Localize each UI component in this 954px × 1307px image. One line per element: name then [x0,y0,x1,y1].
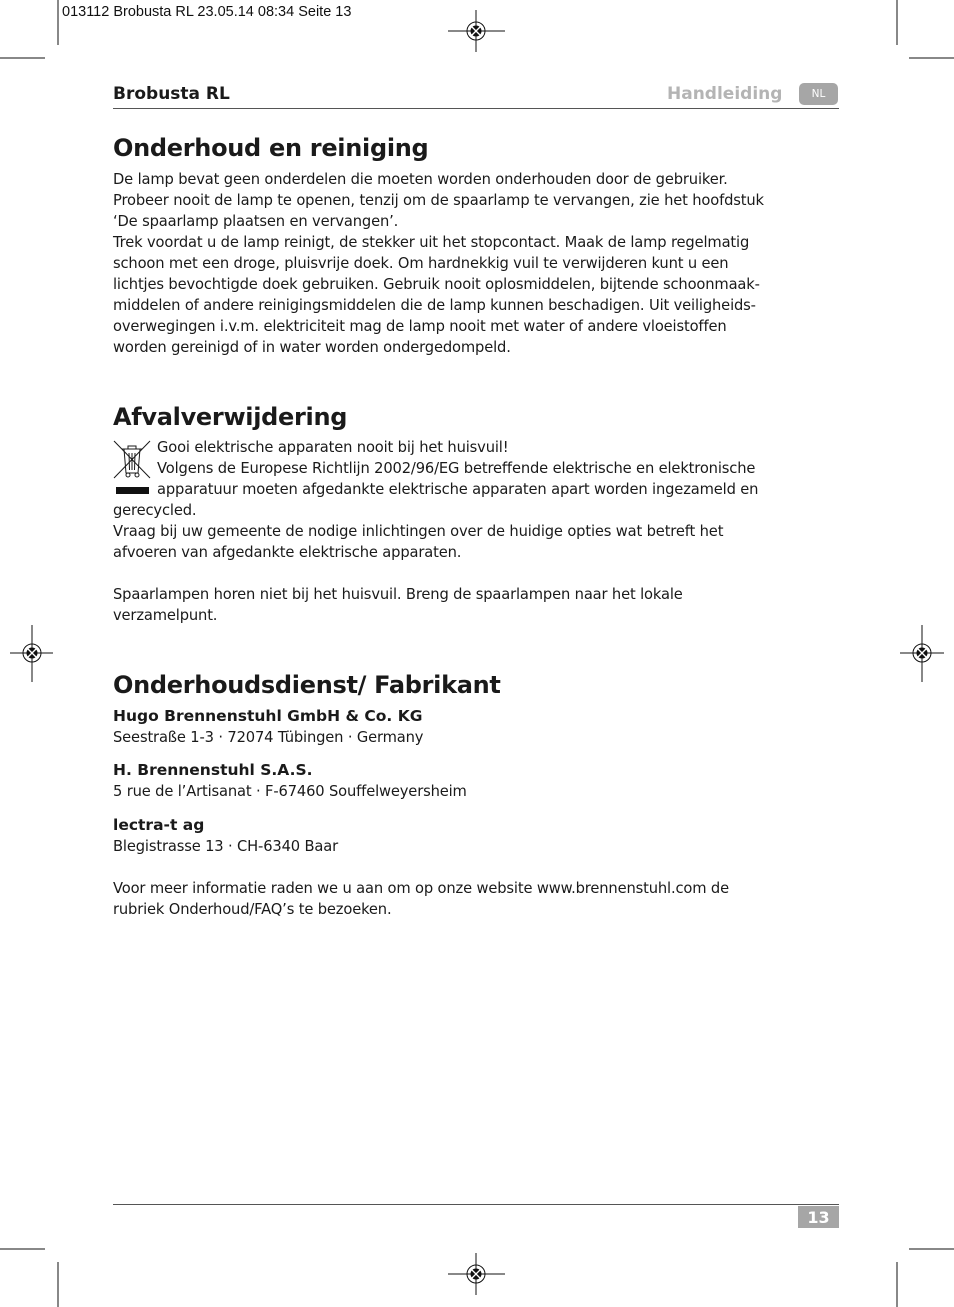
service-heading: Onderhoudsdienst/ Fabrikant [113,671,501,699]
manual-label: Handleiding [667,84,783,104]
maintenance-line: worden gereinigd of in water worden ondergedompeld. [113,339,511,356]
maintenance-line: De lamp bevat geen onderdelen die moeten worden onderhouden door de gebruiker. [113,171,728,188]
company-name: Hugo Brennenstuhl GmbH & Co. KG [113,707,423,725]
company-address: Blegistrasse 13 · CH-6340 Baar [113,838,339,855]
maintenance-line: lichtjes bevochtigde doek gebruiken. Gebruik nooit oplosmiddelen, bijtende schoonmaak- [113,276,760,293]
product-title: Brobusta RL [113,84,230,104]
print-slug: 013112 Brobusta RL 23.05.14 08:34 Seite 13 [62,4,352,20]
language-badge: NL [799,83,838,105]
disposal-line: Gooi elektrische apparaten nooit bij het huisvuil! [157,439,509,456]
lamps-line: verzamelpunt. [113,607,218,624]
maintenance-line: overwegingen i.v.m. elektriciteit mag de lamp nooit met water of andere vloeistoffen [113,318,727,335]
company-address: 5 rue de l’Artisanat · F-67460 Souffelweyersheim [113,783,467,800]
service-info-text [113,878,843,920]
maintenance-line: Trek voordat u de lamp reinigt, de stekker uit het stopcontact. Maak de lamp regelmatig [113,234,750,251]
maintenance-text [113,169,843,358]
service-info-line: Voor meer informatie raden we u aan om op onze website www.brennenstuhl.com de [113,880,729,897]
disposal-text [113,437,843,563]
footer-divider [113,1204,839,1205]
registration-mark-top [448,10,505,52]
maintenance-line: Probeer nooit de lamp te openen, tenzij om de spaarlamp te vervangen, zie het hoofdstuk [113,192,764,209]
disposal-line: afvoeren van afgedankte elektrische apparaten. [113,544,462,561]
service-info-line: rubriek Onderhoud/FAQ’s te bezoeken. [113,901,392,918]
lamps-disposal-text [113,584,843,626]
maintenance-line: ‘De spaarlamp plaatsen en vervangen’. [113,213,399,230]
registration-mark-right [900,625,944,682]
registration-mark-left [10,625,53,682]
page-number: 13 [798,1206,839,1228]
disposal-heading: Afvalverwijdering [113,403,348,431]
company-address: Seestraße 1-3 · 72074 Tübingen · Germany [113,729,424,746]
header-divider [113,108,839,109]
lamps-line: Spaarlampen horen niet bij het huisvuil. Breng de spaarlampen naar het lokale [113,586,683,603]
company-name: H. Brennenstuhl S.A.S. [113,761,313,779]
disposal-line: gerecycled. [113,502,197,519]
disposal-line: Volgens de Europese Richtlijn 2002/96/EG betreffende elektrische en elektronische [157,460,756,477]
maintenance-heading: Onderhoud en reiniging [113,134,429,162]
maintenance-line: middelen of andere reinigingsmiddelen die de lamp kunnen beschadigen. Uit veiligheids- [113,297,756,314]
registration-mark-bottom [448,1253,505,1295]
company-name: lectra-t ag [113,816,205,834]
disposal-line: Vraag bij uw gemeente de nodige inlichtingen over de huidige opties wat betreft het [113,523,724,540]
disposal-line: apparatuur moeten afgedankte elektrische apparaten apart worden ingezameld en [157,481,759,498]
maintenance-line: schoon met een droge, pluisvrije doek. Om hardnekkig vuil te verwijderen kunt u een [113,255,729,272]
